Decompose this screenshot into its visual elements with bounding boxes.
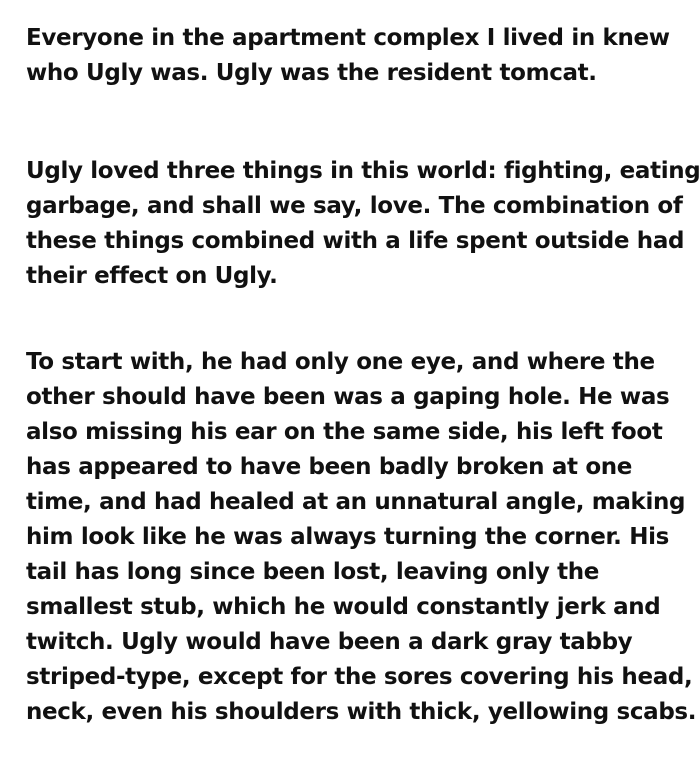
text-line: also missing his ear on the same side, his left foot [26, 419, 663, 445]
text-line: who Ugly was. Ugly was the resident tomcat. [26, 60, 597, 86]
text-line: him look like he was always turning the corner. His [26, 524, 669, 550]
text-line: neck, even his shoulders with thick, yellowing scabs. [26, 699, 697, 725]
text-line: has appeared to have been badly broken at one [26, 454, 633, 480]
text-line: striped-type, except for the sores covering his head, [26, 664, 693, 690]
text-line: To start with, he had only one eye, and where the [26, 349, 655, 375]
text-line: tail has long since been lost, leaving only the [26, 559, 600, 585]
paragraph-1 [26, 21, 670, 91]
text-line: garbage, and shall we say, love. The combination of [26, 193, 683, 219]
paragraph-2 [26, 154, 700, 294]
text-line: their effect on Ugly. [26, 263, 278, 289]
text-line: other should have been was a gaping hole. He was [26, 384, 670, 410]
text-line: these things combined with a life spent outside had [26, 228, 685, 254]
text-line: smallest stub, which he would constantly jerk and [26, 594, 661, 620]
paragraph-3 [26, 345, 696, 730]
text-line: Everyone in the apartment complex I lived in knew [26, 25, 670, 51]
text-line: twitch. Ugly would have been a dark gray tabby [26, 629, 633, 655]
text-line: time, and had healed at an unnatural angle, making [26, 489, 686, 515]
text-line: Ugly loved three things in this world: fighting, eating [26, 158, 700, 184]
